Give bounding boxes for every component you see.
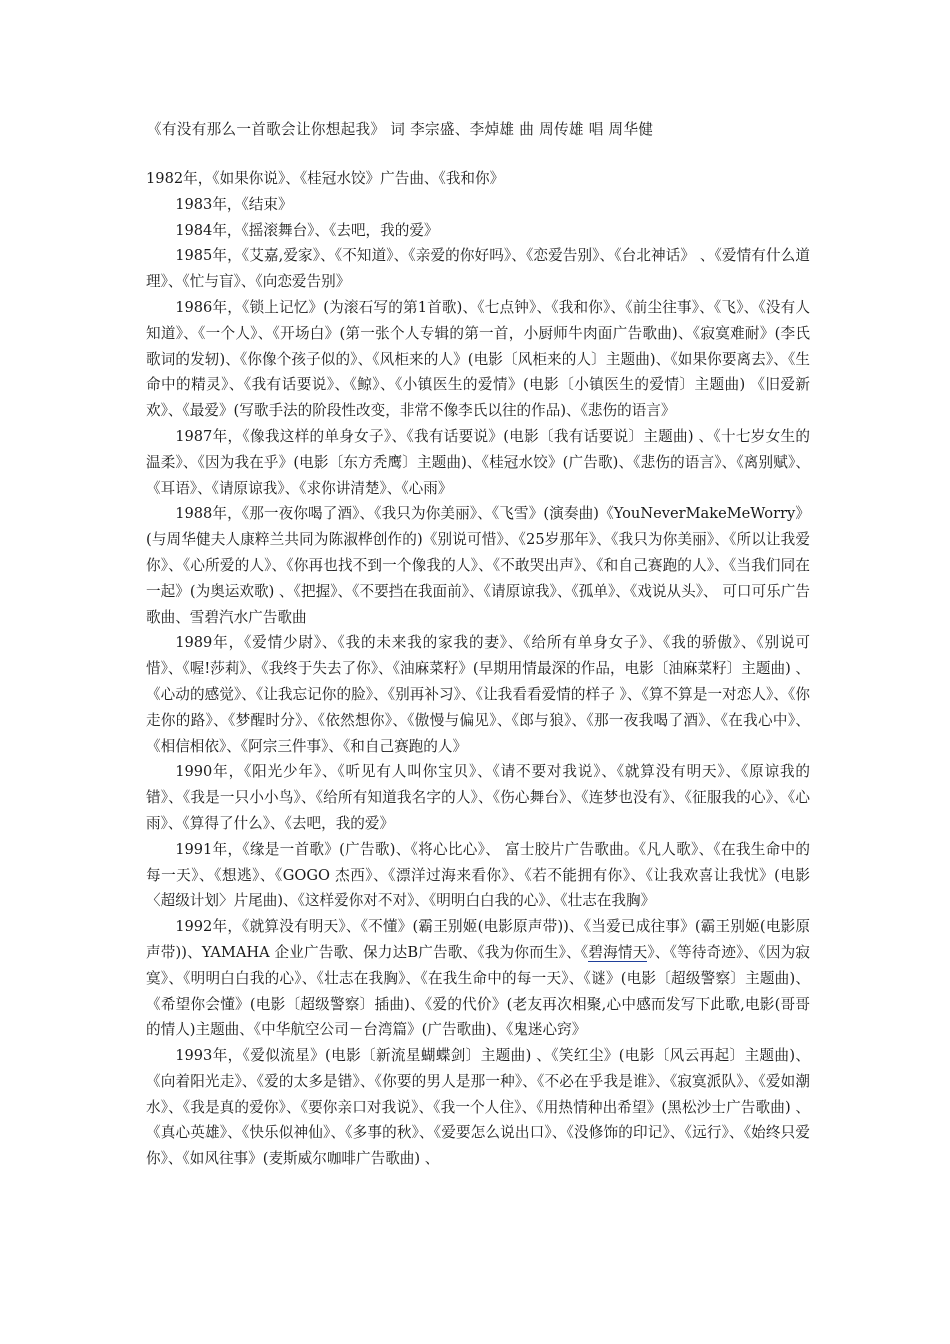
year-entry-1984: 1984年，《摇滚舞台》、《去吧，我的爱》 <box>175 221 439 239</box>
year-entry-1983: 1983年，《结束》 <box>175 195 293 213</box>
year-entry-1986: 1986年，《锁上记忆》(为滚石写的第1首歌)、《七点钟》、《我和你》、《前尘往事》、《飞》、《没有人知道》、《一个人》、《开场白》(第一张个人专辑的第一首，小厨师牛肉面广告歌曲)、《寂寞难耐》(李氏歌词的发轫)、《你像个孩子似的》、《风柜来的人》(电影〔风柜来的人〕主题曲)、《如果你要离去》、《生命中的精灵》、《我有话要说》、《鲸》、《小镇医生的爱情》(电影〔小镇医生的爱情〕主题曲) 《旧爱新欢》、《最爱》(写歌手法的阶段性改变，非常不像李氏以往的作品)、《悲伤的语言》 <box>146 298 810 420</box>
year-entry-1990: 1990年，《阳光少年》、《听见有人叫你宝贝》、《请不要对我说》、《就算没有明天》、《原谅我的错》、《我是一只小小鸟》、《给所有知道我名字的人》、《伤心舞台》、《连梦也没有》、《征服我的心》、《心雨》、《算得了什么》、《去吧，我的爱》 <box>146 763 810 832</box>
year-entry-1992 <box>146 914 810 1043</box>
year-entry-1992-text-b: 》、《等待奇迹》、《因为寂寞》、《明明白白我的心》、《壮志在我胸》、《在我生命中的每一天》、《谜》(电影〔超级警察〕主题曲)、《希望你会懂》(电影〔超级警察〕插曲)、《爱的代价》(老友再次相聚,心中感而发写下此歌,电影(哥哥的情人)主题曲、《中华航空公司－台湾篇》(广告歌曲)、《鬼迷心窍》 <box>146 943 810 1039</box>
year-entry-1993: 1993年，《爱似流星》(电影〔新流星蝴蝶剑〕主题曲) 、《笑红尘》(电影〔风云再起〕主题曲)、《向着阳光走》、《爱的太多是错》、《你要的男人是那一种》、《不必在乎我是谁》、《寂寞派队》、《爱如潮水》、《我是真的爱你》、《要你亲口对我说》、《我一个人住》、《用热情种出希望》(黑松沙士广告歌曲) 、《真心英雄》、《快乐似神仙》、《多事的秋》、《爱要怎么说出口》、《没修饰的印记》、《远行》、《始终只爱你》、《如风往事》(麦斯威尔咖啡广告歌曲) 、 <box>146 1047 810 1168</box>
year-entry-1982: 1982年，《如果你说》、《桂冠水饺》广告曲、《我和你》 <box>146 170 505 187</box>
year-entry-1991: 1991年，《缘是一首歌》(广告歌)、《将心比心》、 富士胶片广告歌曲。《凡人歌》、《在我生命中的每一天》、《想逃》、《GOGO 杰西》、《漂洋过海来看你》、《若不能拥有你》、《让我欢喜让我忧》(电影〈超级计划〉片尾曲)、《这样爱你对不对》、《明明白白我的心》、《壮志在我胸》 <box>146 840 810 910</box>
year-entry-1992-text-a: 1992年，《就算没有明天》、《不懂》(霸王别姬(电影原声带))、《当爱已成往事》(霸王别姬(电影原声带))、YAMAHA 企业广告歌、保力达B广告歌、《我为你而生》、《 <box>146 918 810 961</box>
song-link-bihai-qingtian[interactable]: 碧海情天 <box>588 943 648 961</box>
year-entry-1985: 1985年，《艾嘉,爱家》、《不知道》、《亲爱的你好吗》、《恋爱告别》、《台北神话》 、《爱情有什么道理》、《忙与盲》、《向恋爱告别》 <box>146 247 810 291</box>
year-entry-1987: 1987年，《像我这样的单身女子》、《我有话要说》(电影〔我有话要说〕主题曲) 、《十七岁女生的温柔》、《因为我在乎》(电影〔东方秃鹰〕主题曲)、《桂冠水饺》(广告歌)、《悲伤的语言》、《离别赋》、《耳语》、《请原谅我》、《求你讲清楚》、《心雨》 <box>146 427 810 497</box>
songwriting-chronology <box>146 166 810 1172</box>
year-entry-1988: 1988年，《那一夜你喝了酒》、《我只为你美丽》、《飞雪》(演奏曲)《YouNeverMakeMeWorry》(与周华健夫人康粹兰共同为陈淑桦创作的)《别说可惜》、《25岁那年》、《我只为你美丽》、《所以让我爱你》、《心所爱的人》、《你再也找不到一个像我的人》、《不敢哭出声》、《和自己赛跑的人》、《当我们同在一起》(为奥运欢歌) 、《把握》、《不要挡在我面前》、《请原谅我》、《孤单》、《戏说从头》、 可口可乐广告歌曲、雪碧汽水广告歌曲 <box>146 505 810 626</box>
song-title-line: 《有没有那么一首歌会让你想起我》 词 李宗盛、李焯雄 曲 周传雄 唱 周华健 <box>147 121 654 138</box>
year-entry-1989: 1989年，《爱情少尉》、《我的未来我的家我的妻》、《给所有单身女子》、《我的骄傲》、《别说可惜》、《喔!莎莉》、《我终于失去了你》、《油麻菜籽》(早期用情最深的作品，电影〔油麻菜籽〕主题曲) 、《心动的感觉》、《让我忘记你的脸》、《别再补习》、《让我看看爱情的样子 》、《算不算是一对恋人》、《你走你的路》、《梦醒时分》、《依然想你》、《傲慢与偏见》、《郎与狼》、《那一夜我喝了酒》、《在我心中》、《相信相依》、《阿宗三件事》、《和自己赛跑的人》 <box>146 634 811 755</box>
